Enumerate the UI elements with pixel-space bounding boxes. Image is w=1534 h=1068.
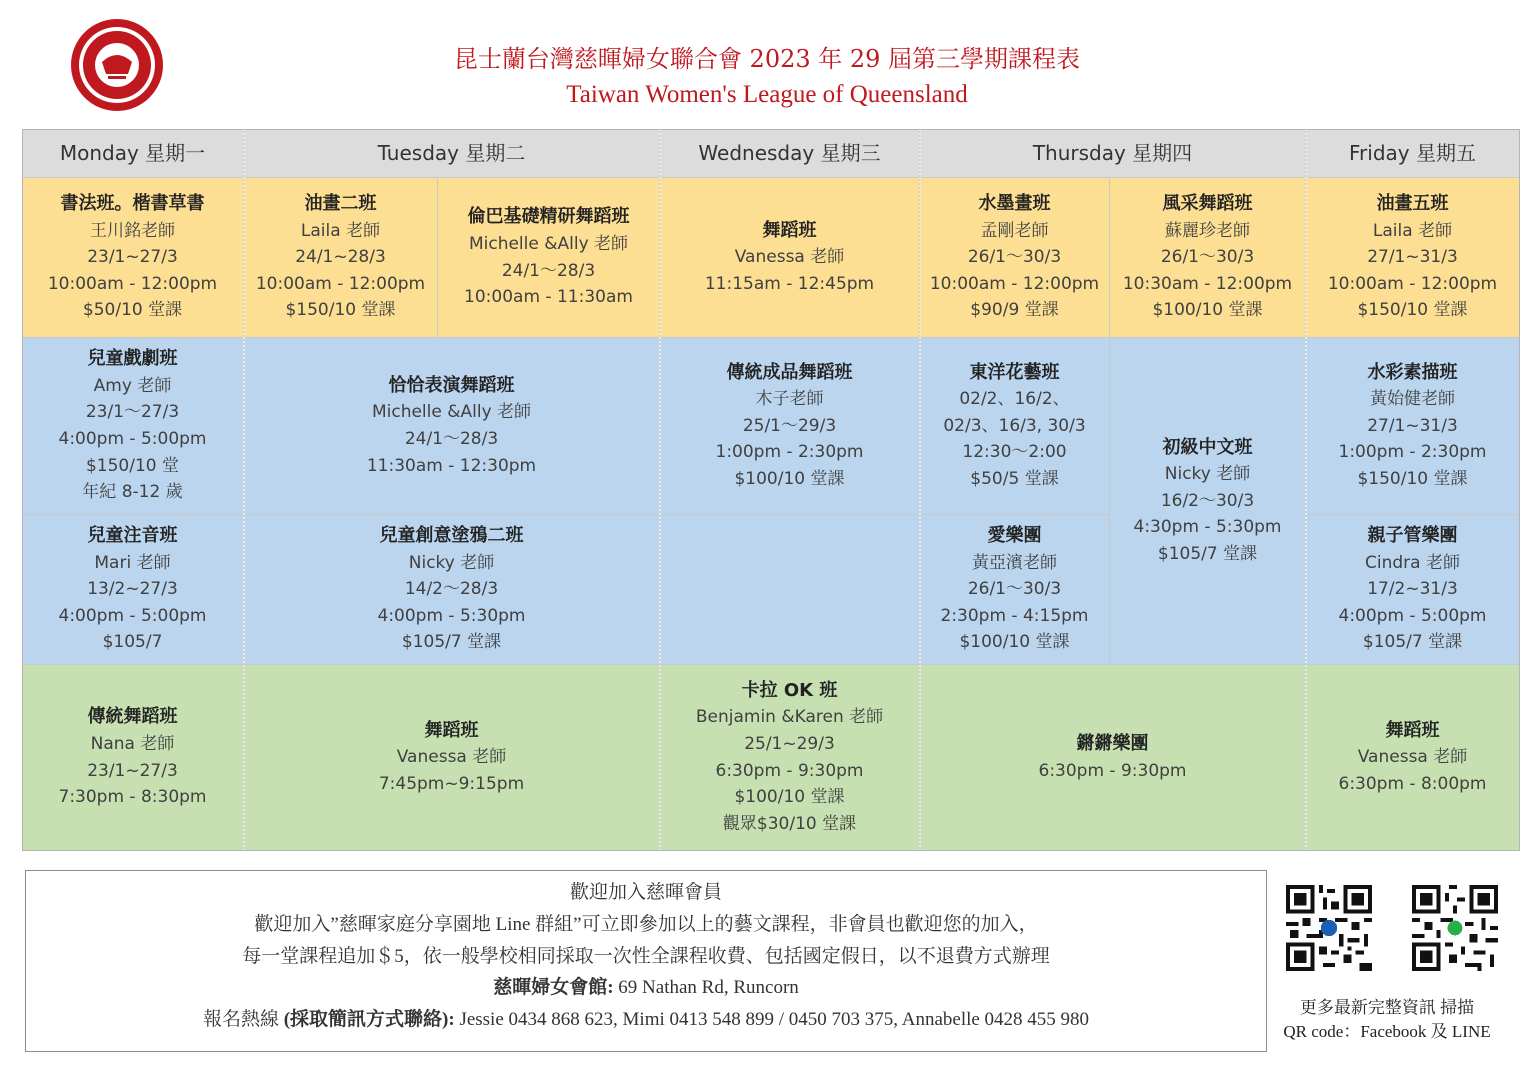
hotline-contacts: Jessie 0434 868 623, Mimi 0413 548 899 / 0450 703 375, Annabelle 0428 455 980: [454, 1009, 1090, 1030]
class-fee: $100/10 堂課: [734, 787, 845, 808]
line-qr-code-icon: [1412, 885, 1498, 971]
class-teacher: Vanessa 老師: [734, 247, 845, 268]
class-dates: 25/1～29/3: [742, 415, 837, 436]
class-teacher: Benjamin &Karen 老師: [695, 707, 884, 728]
class-name: 書法班。楷書草書: [60, 193, 205, 215]
class-cell: [1306, 515, 1520, 665]
class-cell: [920, 338, 1110, 515]
class-time: 10:00am - 12:00pm: [47, 273, 218, 294]
class-dates: 23/1～27/3: [85, 402, 180, 423]
class-dates: 02/3、16/3, 30/3: [943, 415, 1086, 436]
info-line: 歡迎加入”慈暉家庭分享園地 Line 群組”可立即參加以上的藝文課程，非會員也歡迎您的加入，: [254, 914, 1038, 935]
class-dates: 27/1~31/3: [1367, 415, 1458, 436]
class-fee: $100/10 堂課: [734, 468, 845, 489]
class-name: 油畫二班: [304, 193, 377, 215]
class-cell: [22, 665, 244, 851]
class-cell: [1306, 338, 1520, 515]
address-value: 69 Nathan Rd, Runcorn: [613, 977, 799, 998]
class-fee: $100/10 堂課: [1152, 300, 1263, 321]
class-cell: [244, 665, 660, 851]
class-name: 舞蹈班: [1385, 719, 1440, 741]
class-cell: [244, 178, 438, 338]
page-title-english: Taiwan Women's League of Queensland: [566, 81, 968, 108]
class-teacher: Vanessa 老師: [396, 747, 507, 768]
class-cell: [920, 178, 1110, 338]
class-dates: 26/1～30/3: [967, 579, 1062, 600]
class-time: 11:15am - 12:45pm: [704, 273, 875, 294]
class-cell: [438, 178, 660, 338]
class-cell: [244, 515, 660, 665]
class-teacher: 蘇麗珍老師: [1165, 220, 1250, 241]
class-fee: $90/9 堂課: [970, 300, 1059, 321]
class-time: 4:30pm - 5:30pm: [1133, 517, 1282, 538]
class-dates: 26/1～30/3: [967, 247, 1062, 268]
class-time: 1:00pm - 2:30pm: [1338, 442, 1487, 463]
class-teacher: 黃始健老師: [1370, 389, 1455, 410]
class-fee: $105/7 堂課: [1157, 543, 1258, 564]
class-teacher: Laila 老師: [1372, 220, 1453, 241]
timetable: [22, 129, 1520, 851]
class-name: 卡拉 OK 班: [741, 679, 838, 701]
day-header-tuesday: Tuesday 星期二: [244, 129, 660, 178]
class-name: 傳統成品舞蹈班: [726, 361, 853, 383]
qr-caption: 更多最新完整資訊 掃描: [1299, 998, 1475, 1017]
class-dates: 02/2、16/2、: [959, 389, 1070, 410]
class-dates: 17/2~31/3: [1367, 579, 1458, 600]
class-name: 倫巴基礎精研舞蹈班: [467, 206, 630, 228]
class-teacher: Nana 老師: [90, 733, 175, 754]
class-cell: [1110, 338, 1306, 665]
class-time: 2:30pm - 4:15pm: [940, 605, 1089, 626]
class-time: 4:00pm - 5:00pm: [58, 605, 207, 626]
membership-info-box: [25, 870, 1267, 1052]
class-teacher: 王川銘老師: [90, 220, 175, 241]
class-name: 兒童注音班: [87, 525, 178, 547]
page-title-chinese: 昆士蘭台灣慈暉婦女聯合會 2023 年 29 屆第三學期課程表: [453, 45, 1081, 73]
class-fee: $105/7: [102, 632, 163, 653]
facebook-qr-code-icon: [1286, 885, 1372, 971]
class-time: 10:00am - 12:00pm: [255, 273, 426, 294]
class-teacher: Michelle &Ally 老師: [468, 233, 629, 254]
class-fee: $100/10 堂課: [959, 632, 1070, 653]
hotline-note: (採取簡訊方式聯絡):: [283, 1009, 455, 1030]
hotline-label: 報名熱線: [202, 1009, 284, 1030]
class-dates: 23/1~27/3: [87, 247, 178, 268]
class-fee: $105/7 堂課: [1362, 632, 1463, 653]
class-name: 傳統舞蹈班: [87, 706, 178, 728]
column-divider: [919, 129, 921, 851]
class-teacher: Laila 老師: [300, 220, 381, 241]
class-fee: $150/10 堂課: [1357, 468, 1468, 489]
column-divider: [1305, 129, 1307, 851]
class-name: 舞蹈班: [424, 719, 479, 741]
column-divider: [243, 129, 245, 851]
class-time: 12:30～2:00: [962, 442, 1067, 463]
empty-cell: [660, 515, 920, 665]
class-dates: 24/1～28/3: [404, 429, 499, 449]
class-name: 兒童創意塗鴉二班: [379, 525, 524, 547]
class-cell: [660, 338, 920, 515]
class-fee: $150/10 堂課: [285, 300, 396, 321]
info-heading: 歡迎加入慈暉會員: [569, 882, 722, 903]
class-dates: 27/1~31/3: [1367, 247, 1458, 268]
class-teacher: Amy 老師: [93, 375, 172, 396]
day-header-friday: Friday 星期五: [1306, 129, 1520, 178]
day-header-thursday: Thursday 星期四: [920, 129, 1306, 178]
class-time: 10:00am - 11:30am: [464, 287, 633, 308]
class-cell: [22, 178, 244, 338]
class-dates: 16/2～30/3: [1160, 490, 1255, 511]
class-name: 恰恰表演舞蹈班: [388, 374, 515, 396]
class-audience-fee: 觀眾$30/10 堂課: [722, 813, 857, 834]
class-dates: 13/2~27/3: [87, 579, 178, 600]
class-fee: $50/5 堂課: [970, 468, 1059, 489]
class-fee: $105/7 堂課: [401, 632, 502, 653]
class-name: 親子管樂團: [1367, 525, 1458, 547]
class-name: 舞蹈班: [762, 219, 817, 241]
class-cell: [22, 338, 244, 515]
class-teacher: 黃亞濱老師: [972, 552, 1057, 573]
class-fee: $150/10 堂課: [1357, 300, 1468, 321]
info-line: 每一堂課程追加＄5，依一般學校相同採取一次性全課程收費、包括國定假日，以不退費方式辦理: [242, 946, 1050, 967]
class-teacher: 孟剛老師: [980, 220, 1049, 241]
class-fee: $50/10 堂課: [82, 300, 183, 321]
class-time: 1:00pm - 2:30pm: [715, 442, 864, 463]
class-fee: $150/10 堂: [85, 455, 180, 476]
class-age: 年紀 8-12 歲: [82, 482, 183, 503]
class-name: 油畫五班: [1376, 193, 1449, 215]
class-dates: 24/1～28/3: [501, 260, 596, 281]
class-teacher: Cindra 老師: [1365, 552, 1460, 573]
day-header-wednesday: Wednesday 星期三: [660, 129, 920, 178]
hotline-line: [26, 1004, 1266, 1031]
class-time: 10:30am - 12:00pm: [1122, 273, 1293, 294]
class-time: 6:30pm - 9:30pm: [715, 760, 864, 781]
class-dates: 25/1~29/3: [744, 733, 835, 754]
column-divider: [659, 129, 661, 851]
class-time: 6:30pm - 9:30pm: [1038, 760, 1187, 781]
class-name: 初級中文班: [1162, 436, 1253, 458]
class-cell: [22, 515, 244, 665]
class-name: 水彩素描班: [1367, 361, 1458, 383]
class-name: 東洋花藝班: [969, 361, 1060, 383]
address-line: [26, 972, 1266, 999]
class-time: 10:00am - 12:00pm: [929, 273, 1100, 294]
class-dates: 26/1～30/3: [1160, 247, 1255, 268]
class-time: 11:30am - 12:30pm: [366, 455, 537, 476]
class-name: 風采舞蹈班: [1162, 193, 1253, 215]
address-label: 慈暉婦女會館:: [493, 977, 614, 998]
class-teacher: Nicky 老師: [1164, 464, 1251, 485]
class-cell: [244, 338, 660, 515]
class-time: 6:30pm - 8:00pm: [1338, 773, 1487, 794]
class-time: 4:00pm - 5:30pm: [377, 605, 526, 626]
class-name: 兒童戲劇班: [87, 348, 178, 370]
class-teacher: Vanessa 老師: [1357, 747, 1468, 768]
qr-caption: QR code：Facebook 及 LINE: [1283, 1022, 1491, 1041]
class-time: 7:45pm~9:15pm: [378, 773, 525, 794]
class-cell: [1110, 178, 1306, 338]
class-time: 4:00pm - 5:00pm: [1338, 605, 1487, 626]
class-name: 水墨畫班: [978, 193, 1051, 215]
class-teacher: Nicky 老師: [408, 552, 495, 573]
class-name: 愛樂團: [987, 525, 1042, 547]
class-teacher: Mari 老師: [94, 552, 171, 573]
class-dates: 24/1~28/3: [295, 247, 386, 268]
class-cell: [660, 178, 920, 338]
class-name: 鏘鏘樂團: [1076, 732, 1149, 754]
class-cell: [1306, 178, 1520, 338]
class-time: 10:00am - 12:00pm: [1327, 273, 1498, 294]
class-cell: [920, 515, 1110, 665]
class-time: 4:00pm - 5:00pm: [58, 429, 207, 449]
class-teacher: 木子老師: [755, 389, 824, 410]
class-cell: [1306, 665, 1520, 851]
day-header-monday: Monday 星期一: [22, 129, 244, 178]
class-dates: 23/1~27/3: [87, 760, 178, 781]
class-time: 7:30pm - 8:30pm: [58, 787, 207, 808]
class-dates: 14/2～28/3: [404, 579, 499, 600]
class-cell: [920, 665, 1306, 851]
class-teacher: Michelle &Ally 老師: [371, 402, 532, 423]
class-cell: [660, 665, 920, 851]
